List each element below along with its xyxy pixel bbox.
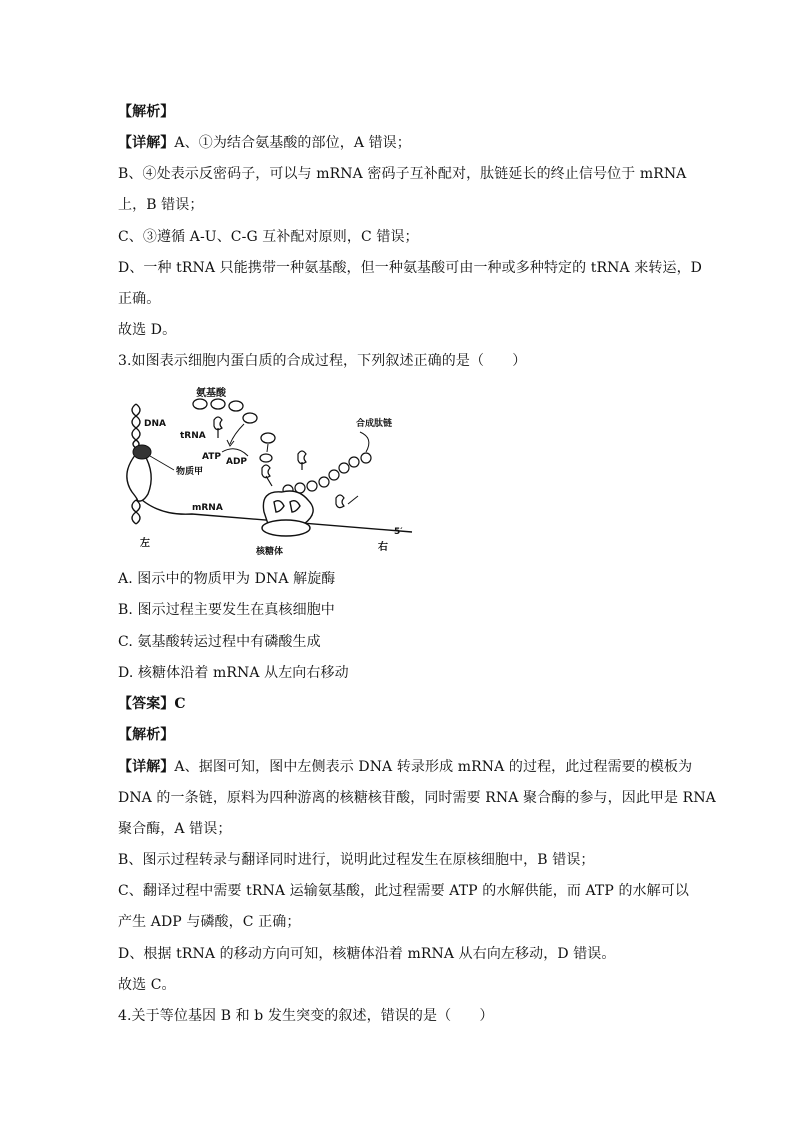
label-five-prime: 5′ <box>394 527 403 537</box>
substance-a-blob <box>133 445 151 459</box>
option-d: D. 核糖体沿着 mRNA 从左向右移动 <box>118 665 349 681</box>
detail-line: C、翻译过程中需要 tRNA 运输氨基酸，此过程需要 ATP 的水解供能，而 ATP 的水解可以 <box>118 883 689 899</box>
detail-line: 聚合酶，A 错误； <box>118 821 232 837</box>
answer: 【答案】C <box>118 696 186 712</box>
label-substance-a: 物质甲 <box>176 467 204 477</box>
conclusion: 故选 C。 <box>118 977 176 993</box>
label-peptide: 合成肽链 <box>356 419 393 429</box>
question-stem: 3.如图表示细胞内蛋白质的合成过程，下列叙述正确的是（ ） <box>118 353 527 369</box>
detail-line: B、④处表示反密码子，可以与 mRNA 密码子互补配对，肽链延长的终止信号位于 mRNA <box>118 166 687 182</box>
option-c: C. 氨基酸转运过程中有磷酸生成 <box>118 634 321 650</box>
analysis-heading: 【解析】 <box>118 104 175 120</box>
detail-line: 上，B 错误； <box>118 197 204 213</box>
label-right: 右 <box>378 542 388 553</box>
conclusion: 故选 D。 <box>118 322 177 338</box>
detail-line: D、一种 tRNA 只能携带一种氨基酸，但一种氨基酸可由一种或多种特定的 tRNA 来转运，D <box>118 260 703 276</box>
label-amino-acid: 氨基酸 <box>196 388 226 399</box>
detail-line: 产生 ADP 与磷酸，C 正确； <box>118 914 301 930</box>
detail-line: D、根据 tRNA 的移动方向可知，核糖体沿着 mRNA 从右向左移动，D 错误。 <box>118 946 616 962</box>
detail-text: A、据图可知，图中左侧表示 DNA 转录形成 mRNA 的过程，此过程需要的模板为 <box>174 759 693 775</box>
detail-label: 【详解】 <box>118 759 175 775</box>
trna-carrier-icon <box>260 454 272 486</box>
label-left: 左 <box>140 538 150 549</box>
option-a: A. 图示中的物质甲为 DNA 解旋酶 <box>118 571 336 587</box>
detail-text: A、①为结合氨基酸的部位，A 错误； <box>174 135 411 151</box>
label-trna: tRNA <box>180 431 206 441</box>
detail-label: 【详解】 <box>118 135 175 151</box>
label-atp: ATP <box>202 452 222 462</box>
protein-synthesis-figure <box>122 382 422 557</box>
detail-line: C、③遵循 A-U、C-G 互补配对原则，C 错误； <box>118 229 419 245</box>
detail-line: 正确。 <box>118 291 161 307</box>
label-ribosome: 核糖体 <box>256 547 284 557</box>
free-trna-icon <box>298 451 306 470</box>
trna-icon <box>214 417 222 438</box>
peptide-chain <box>283 453 371 495</box>
option-b: B. 图示过程主要发生在真核细胞中 <box>118 602 335 618</box>
detail-line: DNA 的一条链，原料为四种游离的核糖核苷酸，同时需要 RNA 聚合酶的参与，因此甲是 RNA <box>118 790 716 806</box>
detail-line <box>118 757 693 777</box>
ribosome <box>262 491 313 536</box>
question-stem: 4.关于等位基因 B 和 b 发生突变的叙述，错误的是（ ） <box>118 1008 494 1024</box>
label-adp: ADP <box>226 457 248 467</box>
label-dna: DNA <box>144 419 166 429</box>
dna-helix <box>132 404 140 524</box>
exit-trna-icon <box>336 495 344 508</box>
analysis-heading: 【解析】 <box>118 727 175 743</box>
detail-line: B、图示过程转录与翻译同时进行，说明此过程发生在原核细胞中，B 错误； <box>118 852 595 868</box>
detail-line <box>118 133 678 153</box>
label-mrna: mRNA <box>192 503 223 513</box>
